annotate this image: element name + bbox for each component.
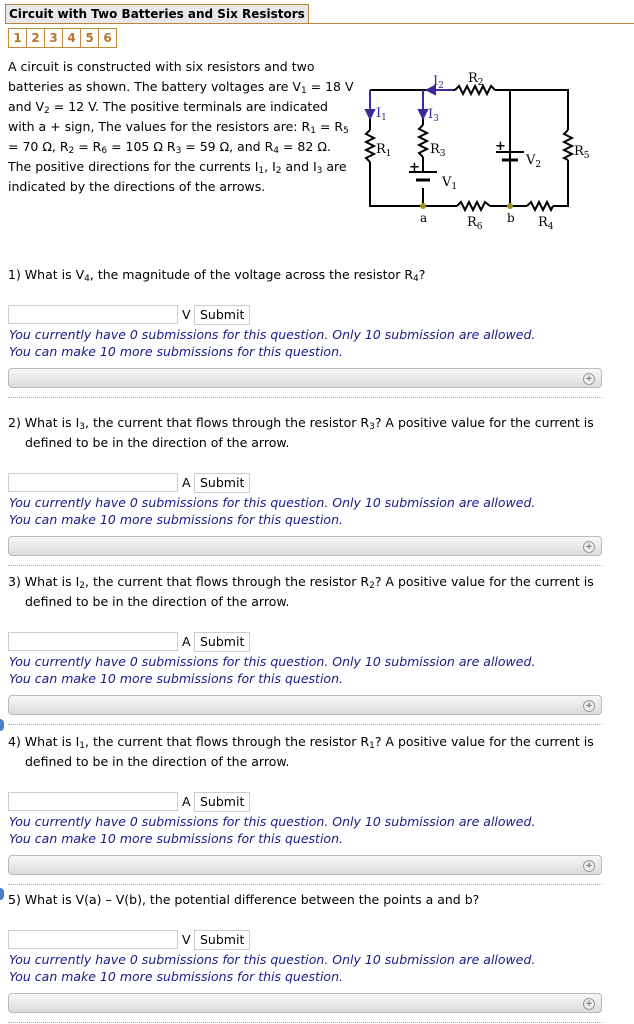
answer-input[interactable] — [8, 305, 178, 324]
divider — [8, 397, 602, 398]
label-r3: $R_3$ — [430, 142, 446, 159]
circuit-diagram — [355, 60, 600, 235]
expand-plus-icon[interactable]: + — [583, 373, 595, 385]
unit-label: A — [182, 475, 191, 490]
page-link-4[interactable]: 4 — [63, 29, 81, 47]
subscript: 2 — [68, 146, 75, 156]
hint-expander[interactable] — [8, 536, 602, 556]
text-segment: , I — [264, 159, 276, 174]
subscript: 4 — [84, 274, 90, 284]
text-segment: are indicated by the directions of the arrows. — [8, 159, 347, 194]
submit-button[interactable]: Submit — [194, 792, 250, 812]
page-link-3[interactable]: 3 — [45, 29, 63, 47]
submission-count-message: You currently have 0 submissions for this question. Only 10 submission are allowed. — [9, 654, 536, 669]
subscript: 1 — [300, 86, 307, 96]
hint-expander[interactable] — [8, 695, 602, 715]
text-segment: = 12 V. The positive terminals are indicated with a + sign, The values for the resistors are: R — [8, 99, 328, 134]
label-i2: $I_2$ — [433, 74, 444, 91]
text-segment: = 105 Ω R — [107, 139, 176, 154]
text-segment: ? A positive value for the current is defined to be in the direction of the arrow. — [25, 734, 594, 769]
submit-button[interactable]: Submit — [194, 632, 250, 652]
text-segment: , the current that flows through the resistor R — [85, 734, 370, 749]
unit-label: V — [182, 307, 191, 322]
label-r1: $R_1$ — [376, 142, 392, 159]
answer-input[interactable] — [8, 792, 178, 811]
text-segment: and I — [281, 159, 317, 174]
question-text — [8, 413, 615, 453]
answer-input[interactable] — [8, 632, 178, 651]
answer-input[interactable] — [8, 930, 178, 949]
subscript: 3 — [79, 422, 85, 432]
problem-statement — [8, 57, 358, 197]
subscript: 1 — [369, 741, 375, 751]
remaining-submissions-message: You can make 10 more submissions for this question. — [9, 831, 343, 846]
subscript: 1 — [310, 126, 316, 136]
expand-plus-icon[interactable]: + — [583, 541, 595, 553]
text-segment: = 82 Ω. The positive directions for the currents I — [8, 139, 331, 174]
label-v1: $V_1$ — [442, 175, 458, 192]
scroll-marker — [0, 719, 4, 731]
submission-count-message: You currently have 0 submissions for this question. Only 10 submission are allowed. — [9, 495, 536, 510]
submission-count-message: You currently have 0 submissions for this question. Only 10 submission are allowed. — [9, 814, 536, 829]
scroll-marker — [0, 888, 4, 900]
divider — [8, 724, 602, 725]
text-segment: ? A positive value for the current is defined to be in the direction of the arrow. — [25, 415, 594, 450]
subscript: 2 — [79, 581, 85, 591]
submission-count-message: You currently have 0 submissions for this question. Only 10 submission are allowed. — [9, 327, 536, 342]
text-segment: , the current that flows through the resistor R — [85, 574, 370, 589]
label-r4: $R_4$ — [538, 215, 554, 232]
submit-button[interactable]: Submit — [194, 930, 250, 950]
subscript: 1 — [258, 166, 265, 176]
answer-input[interactable] — [8, 473, 178, 492]
divider — [8, 565, 602, 566]
unit-label: V — [182, 932, 191, 947]
submission-count-message: You currently have 0 submissions for this question. Only 10 submission are allowed. — [9, 952, 536, 967]
remaining-submissions-message: You can make 10 more submissions for this question. — [9, 344, 343, 359]
page-link-6[interactable]: 6 — [103, 31, 112, 45]
submit-button[interactable]: Submit — [194, 473, 250, 493]
text-segment: 5) What is V(a) – V(b), the potential difference between the points a and b? — [8, 892, 480, 907]
subscript: 2 — [275, 166, 282, 176]
subscript: 3 — [316, 166, 323, 176]
page-link-1[interactable]: 1 — [9, 29, 27, 47]
unit-label: A — [182, 634, 191, 649]
text-segment: , the current that flows through the resistor R — [85, 415, 370, 430]
remaining-submissions-message: You can make 10 more submissions for this question. — [9, 512, 343, 527]
subscript: 4 — [413, 274, 419, 284]
subscript: 3 — [175, 146, 182, 156]
text-segment: A circuit is constructed with six resistors and two batteries as shown. The battery voltages are V — [8, 59, 315, 94]
question-text — [8, 572, 615, 612]
label-point-a: a — [420, 211, 428, 225]
text-segment: = 70 Ω, R — [8, 139, 69, 154]
hint-expander[interactable] — [8, 855, 602, 875]
remaining-submissions-message: You can make 10 more submissions for this question. — [9, 671, 343, 686]
page-link-5[interactable]: 5 — [81, 29, 99, 47]
text-segment: 4) What is I — [8, 734, 80, 749]
text-segment: = 18 V and V — [8, 79, 354, 114]
text-segment: 1) What is V — [8, 267, 85, 282]
label-v1-plus: + — [409, 160, 420, 175]
title-bar — [5, 4, 634, 24]
remaining-submissions-message: You can make 10 more submissions for this question. — [9, 969, 343, 984]
text-segment: 2) What is I — [8, 415, 80, 430]
subscript: 6 — [101, 146, 108, 156]
label-i3: $I_3$ — [428, 107, 439, 124]
question-text — [8, 890, 615, 910]
problem-title: Circuit with Two Batteries and Six Resistors — [5, 4, 309, 23]
hint-expander[interactable] — [8, 368, 602, 388]
subscript: 5 — [343, 126, 349, 136]
unit-label: A — [182, 794, 191, 809]
hint-expander[interactable] — [8, 993, 602, 1013]
text-segment: = 59 Ω, and R — [181, 139, 274, 154]
label-r2: $R_2$ — [468, 71, 484, 88]
expand-plus-icon[interactable]: + — [583, 998, 595, 1010]
text-segment: , the magnitude of the voltage across the resistor R — [89, 267, 414, 282]
label-point-b: b — [507, 211, 515, 225]
divider — [8, 884, 602, 885]
text-segment: = R — [74, 139, 102, 154]
text-segment: 3) What is I — [8, 574, 80, 589]
page-link-2[interactable]: 2 — [27, 29, 45, 47]
divider — [8, 1022, 602, 1023]
label-v2-plus: + — [495, 139, 506, 154]
subscript: 1 — [79, 741, 85, 751]
subscript: 4 — [273, 146, 280, 156]
text-segment: = R — [315, 119, 344, 134]
text-segment: ? A positive value for the current is defined to be in the direction of the arrow. — [25, 574, 594, 609]
label-r6: $R_6$ — [467, 215, 483, 232]
text-segment: ? — [418, 267, 426, 282]
label-r5: $R_5$ — [574, 144, 590, 161]
subscript: 3 — [369, 422, 375, 432]
question-text — [8, 265, 615, 285]
label-i1: $I_1$ — [376, 106, 387, 123]
label-v2: $V_2$ — [526, 153, 542, 170]
problem-pagination — [8, 28, 117, 48]
expand-plus-icon[interactable]: + — [583, 700, 595, 712]
subscript: 2 — [44, 106, 50, 116]
subscript: 2 — [369, 581, 375, 591]
question-text — [8, 732, 615, 772]
submit-button[interactable]: Submit — [194, 305, 250, 325]
expand-plus-icon[interactable]: + — [583, 860, 595, 872]
